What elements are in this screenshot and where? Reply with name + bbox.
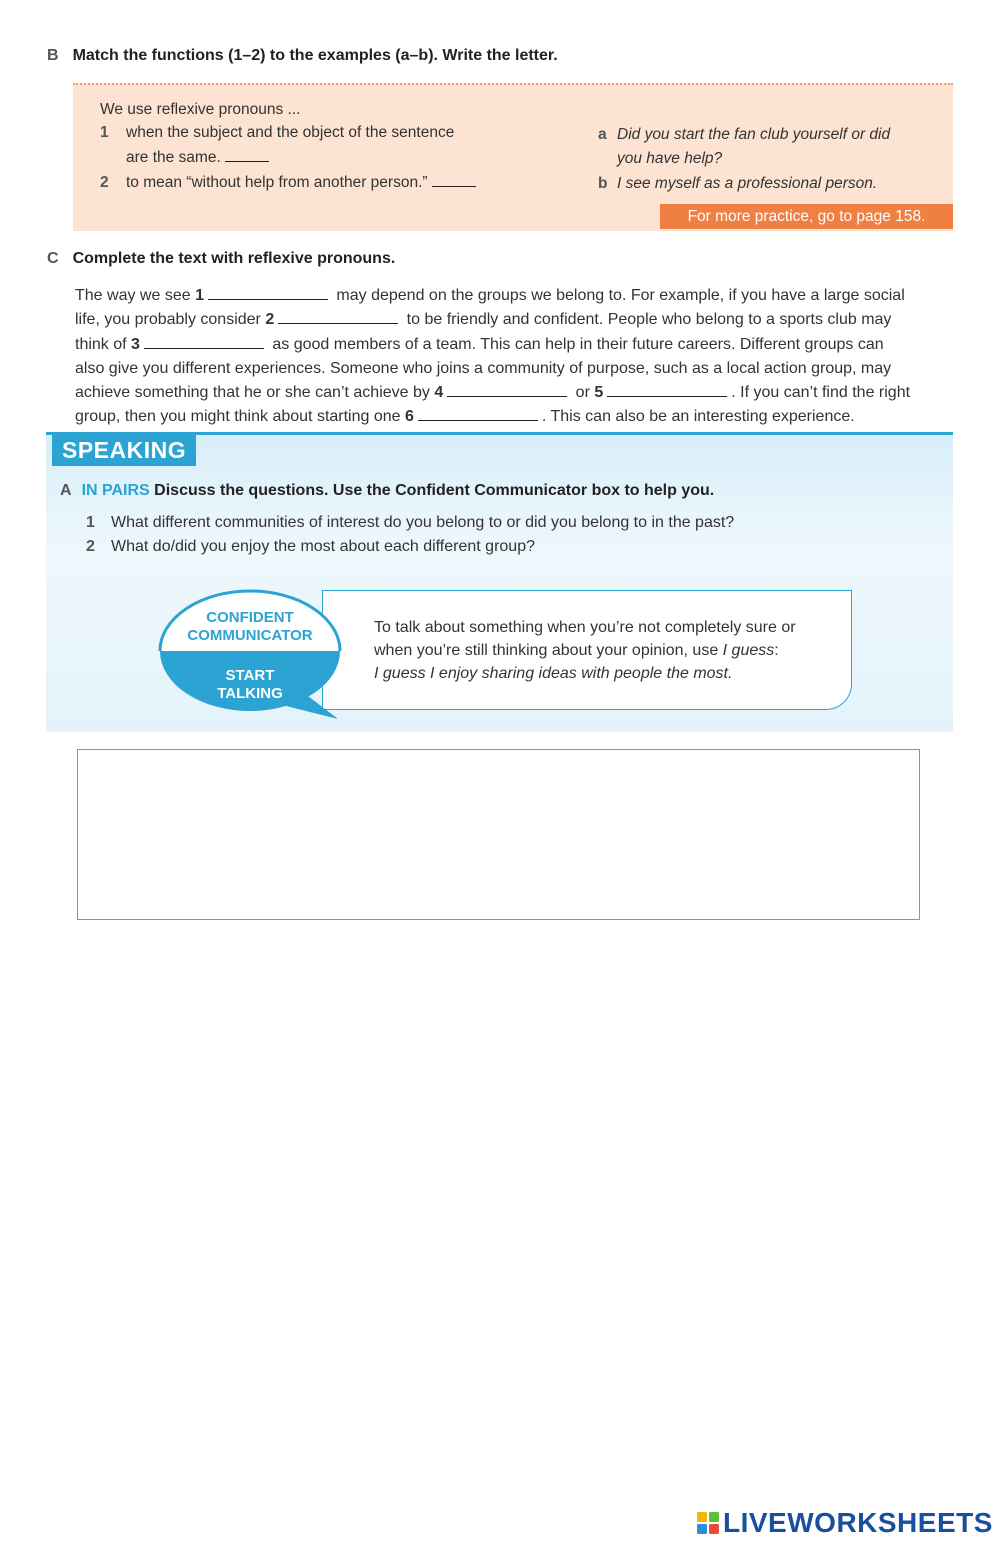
in-pairs-label: IN PAIRS	[81, 482, 150, 499]
example-a-cont	[617, 150, 722, 168]
section-letter: C	[47, 250, 59, 267]
passage-text: achieve something that he or she can’t achieve by	[75, 384, 435, 402]
section-letter: B	[47, 47, 59, 64]
task-instruction: Discuss the questions. Use the Confident Communicator box to help you.	[154, 482, 715, 499]
function-text: are the same.	[126, 149, 221, 166]
liveworksheets-logo	[697, 1508, 993, 1538]
logo-text: LIVEWORKSHEETS	[723, 1507, 993, 1538]
gap-blank-4[interactable]	[447, 384, 567, 397]
passage-line	[75, 284, 935, 308]
gap-blank-2[interactable]	[278, 311, 398, 324]
badge-line: CONFIDENT	[206, 609, 294, 626]
question-text: What different communities of interest do you belong to or did you belong to in the past?	[111, 514, 735, 531]
question-number: 2	[86, 538, 95, 555]
function-number: 2	[100, 174, 109, 191]
badge-line: COMMUNICATOR	[187, 627, 313, 644]
function-number: 1	[100, 124, 109, 141]
passage-line	[75, 308, 935, 332]
question-number: 1	[86, 514, 95, 531]
gap-blank-6[interactable]	[418, 408, 538, 421]
badge-bottom-text	[158, 667, 342, 703]
passage-text: . This can also be an interesting experience.	[541, 408, 855, 426]
badge-line: TALKING	[217, 685, 283, 702]
example-text: I see myself as a professional person.	[617, 175, 878, 192]
passage-line	[75, 381, 935, 405]
passage-text: or	[571, 384, 595, 402]
communicator-tip	[374, 616, 834, 685]
passage-text: as good members of a team. This can help in their future careers. Different groups can	[267, 335, 884, 353]
rule-intro: We use reflexive pronouns ...	[100, 101, 301, 118]
tip-example: I guess I enjoy sharing ideas with people the most.	[374, 665, 733, 682]
cloze-passage	[75, 284, 935, 430]
section-b-heading	[47, 47, 558, 65]
gap-blank-5[interactable]	[607, 384, 727, 397]
badge-top-text	[158, 609, 342, 645]
answer-blank[interactable]	[432, 174, 476, 187]
passage-text: also give you different experiences. Someone who joins a community of purpose, such as a local action group, may	[75, 359, 892, 377]
function-text: to mean “without help from another person.”	[126, 174, 428, 191]
example-b	[598, 175, 877, 193]
passage-line	[75, 405, 935, 429]
question-1	[86, 514, 734, 532]
question-2	[86, 538, 535, 556]
passage-text: to be friendly and confident. People who belong to a sports club may	[402, 311, 892, 329]
gap-blank-3[interactable]	[144, 336, 264, 349]
passage-line	[75, 357, 935, 381]
function-text: when the subject and the object of the sentence	[126, 124, 455, 141]
passage-line	[75, 333, 935, 357]
passage-text: think of	[75, 335, 132, 353]
section-instruction: Match the functions (1–2) to the examples (a–b). Write the letter.	[72, 47, 558, 64]
section-instruction: Complete the text with reflexive pronouns.	[72, 250, 396, 267]
function-1-cont	[126, 149, 269, 167]
gap-blank-1[interactable]	[208, 287, 328, 300]
tip-emphasis: I guess	[722, 642, 775, 659]
example-text: Did you start the fan club yourself or did	[617, 126, 891, 143]
passage-text: may depend on the groups we belong to. For example, if you have a large social	[331, 287, 905, 304]
example-letter: a	[598, 126, 607, 143]
function-1	[100, 124, 454, 142]
answer-blank[interactable]	[225, 149, 269, 162]
tip-line: To talk about something when you’re not completely sure or	[374, 619, 796, 636]
question-text: What do/did you enjoy the most about each different group?	[111, 538, 535, 555]
practice-reference-tag: For more practice, go to page 158.	[660, 204, 953, 229]
passage-text: The way we see	[75, 287, 196, 304]
gap-number: 3	[131, 335, 140, 353]
speaking-title: SPEAKING	[52, 434, 196, 466]
tip-line	[374, 639, 834, 662]
task-letter: A	[60, 482, 72, 499]
gap-number: 5	[594, 384, 604, 402]
tip-text: :	[774, 642, 779, 659]
function-2	[100, 174, 476, 192]
example-letter: b	[598, 175, 608, 192]
confident-communicator-badge	[158, 588, 348, 728]
gap-number: 1	[195, 287, 204, 304]
tip-text: when you’re still thinking about your opinion, use	[374, 642, 723, 659]
gap-number: 6	[405, 408, 414, 426]
speaking-task-heading	[60, 482, 714, 500]
example-text: you have help?	[617, 150, 723, 167]
passage-text: . If you can’t find the right	[731, 384, 911, 402]
badge-line: START	[225, 667, 275, 684]
answer-text-area[interactable]	[77, 749, 920, 920]
gap-number: 4	[434, 384, 444, 402]
logo-grid-icon	[697, 1512, 719, 1534]
example-a	[598, 126, 890, 144]
gap-number: 2	[265, 311, 275, 329]
passage-text: life, you probably consider	[75, 311, 266, 329]
section-c-heading	[47, 250, 395, 268]
passage-text: group, then you might think about starting one	[75, 408, 405, 426]
